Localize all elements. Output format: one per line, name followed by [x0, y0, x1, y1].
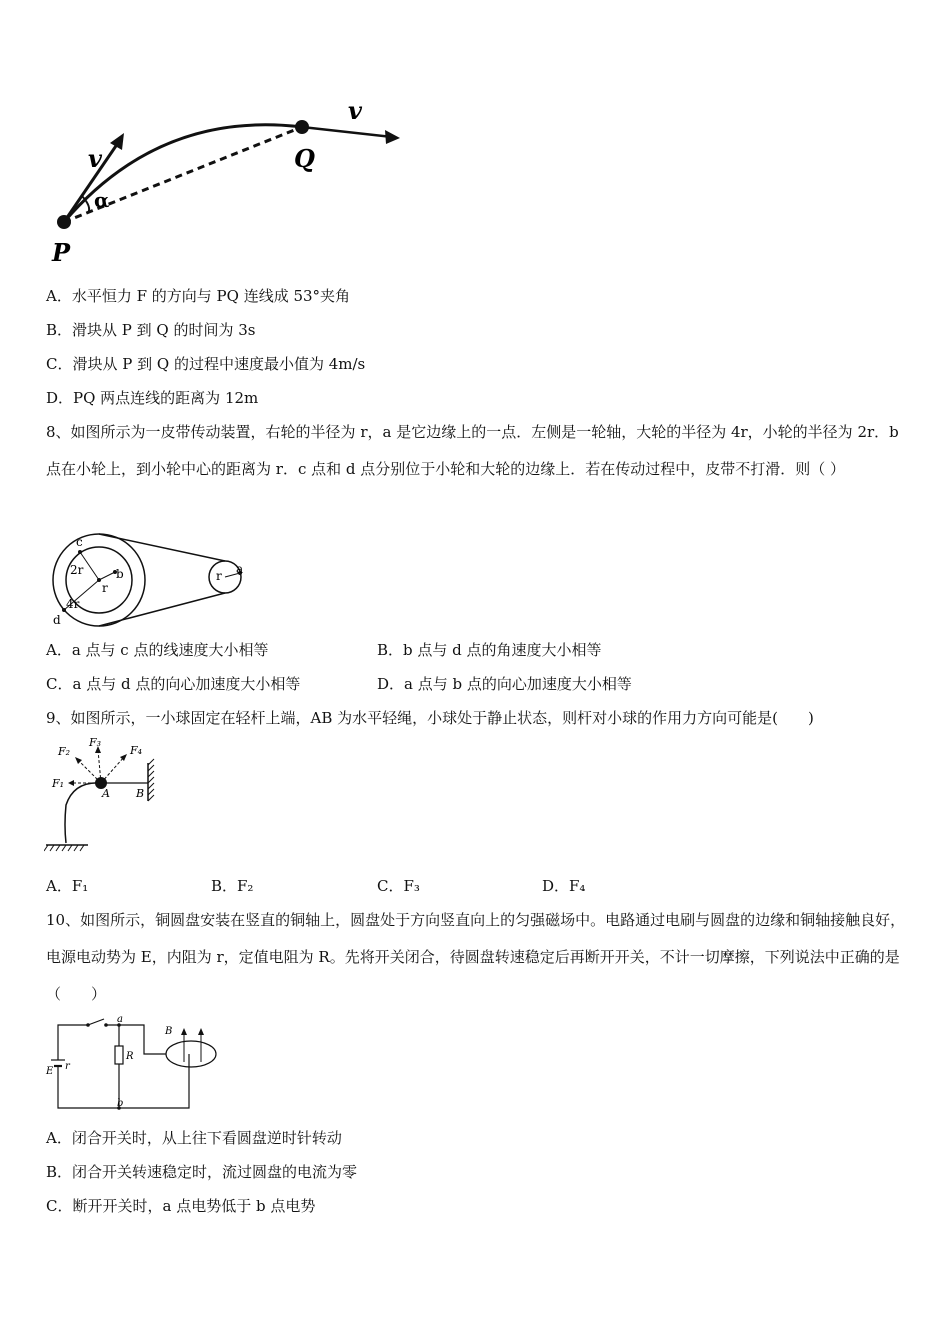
q8-option-c: C．a 点与 d 点的向心加速度大小相等 [46, 675, 301, 693]
label-v-left: v [88, 144, 102, 173]
label-d: d [53, 613, 61, 627]
belt-drive-figure [44, 530, 264, 630]
switch-pivot [86, 1023, 90, 1027]
point-p [57, 215, 71, 229]
q9-stem: 9、如图所示，一小球固定在轻杆上端，AB 为水平轻绳，小球处于静止状态，则杆对小球的作用力方向可能是( ) [46, 709, 814, 727]
label-B: B [165, 1026, 173, 1037]
f1-arrow-icon [68, 780, 74, 786]
label-p: P [52, 238, 71, 267]
q9-option-c: C．F₃ [377, 877, 420, 895]
radius-b [99, 572, 115, 580]
q9-option-d: D．F₄ [542, 877, 586, 895]
label-alpha: α [94, 188, 110, 212]
q7-option-a: A．水平恒力 F 的方向与 PQ 连线成 53°夹角 [46, 287, 351, 305]
field-arrow-left-icon [181, 1028, 187, 1035]
q8-option-a: A．a 点与 c 点的线速度大小相等 [46, 641, 269, 659]
label-a: a [117, 1014, 123, 1025]
q10-option-b: B．闭合开关转速稳定时，流过圆盘的电流为零 [46, 1163, 358, 1181]
label-r-center: r [102, 581, 108, 595]
label-f4: F₄ [130, 744, 143, 757]
velocity-q-arrow-icon [385, 130, 400, 144]
velocity-q-line [302, 127, 392, 137]
rod [65, 783, 101, 843]
q10-stem: 10、如图所示，铜圆盘安装在竖直的铜轴上，圆盘处于方向竖直向上的匀强磁场中。电路通过电刷与圆盘的边缘和铜轴接触良好，电源电动势为 E，内阻为 r，定值电阻为 R。先将开关闭合，待圆盘转速稳定后再断开开关，不计一切摩擦，下列说法中正确的是（ ） [46, 911, 906, 1003]
label-b: B [136, 787, 145, 800]
label-f2: F₂ [58, 745, 71, 758]
label-2r: 2r [70, 563, 84, 577]
label-a: A [102, 787, 110, 800]
q9-option-b: B．F₂ [211, 877, 254, 895]
center-dot [97, 578, 101, 582]
label-f3: F₃ [89, 736, 102, 749]
label-4r: 4r [66, 597, 80, 611]
rod-ball-figure [44, 735, 164, 855]
wall-hatch [148, 759, 154, 801]
label-v-top: v [348, 96, 362, 125]
q9-option-a: A．F₁ [46, 877, 89, 895]
q7-option-d: D．PQ 两点连线的距离为 12m [46, 389, 259, 407]
switch-contact [104, 1023, 108, 1027]
label-c: c [76, 535, 83, 549]
point-c [78, 550, 82, 554]
resistor-r [115, 1046, 123, 1064]
label-b: b [117, 1098, 124, 1109]
q10-option-c: C．断开开关时，a 点电势低于 b 点电势 [46, 1197, 316, 1215]
label-r-right: r [216, 569, 222, 583]
velocity-p-arrow-icon [110, 133, 124, 150]
copper-disk [166, 1041, 216, 1067]
field-arrow-right-icon [198, 1028, 204, 1035]
belt-top [99, 534, 225, 561]
label-b: b [116, 567, 124, 581]
label-r: r [65, 1061, 70, 1072]
copper-disk-circuit-figure [44, 1012, 224, 1112]
label-f1: F₁ [52, 777, 65, 790]
q7-option-c: C．滑块从 P 到 Q 的过程中速度最小值为 4m/s [46, 355, 366, 373]
f2-arrow-icon [75, 757, 82, 764]
belt-bottom [99, 593, 225, 626]
q8-option-b: B．b 点与 d 点的角速度大小相等 [377, 641, 602, 659]
label-R: R [126, 1051, 134, 1062]
q7-option-b: B．滑块从 P 到 Q 的时间为 3s [46, 321, 256, 339]
q8-option-d: D．a 点与 b 点的向心加速度大小相等 [377, 675, 632, 693]
label-E: E [46, 1066, 54, 1077]
q8-stem: 8、如图所示为一皮带传动装置，右轮的半径为 r，a 是它边缘上的一点．左侧是一轮轴，大轮的半径为 4r，小轮的半径为 2r．b 点在小轮上，到小轮中心的距离为 r．c 点和 d 点分别位于小轮和大轮的边缘上．若在传动过程中，皮带不打滑．则（ ） [46, 423, 899, 478]
q10-option-a: A．闭合开关时，从上往下看圆盘逆时针转动 [46, 1129, 342, 1147]
point-q [295, 120, 309, 134]
label-q: Q [294, 144, 315, 173]
label-a: a [236, 562, 244, 576]
trajectory-figure [40, 95, 420, 270]
ground-hatch [44, 845, 84, 851]
